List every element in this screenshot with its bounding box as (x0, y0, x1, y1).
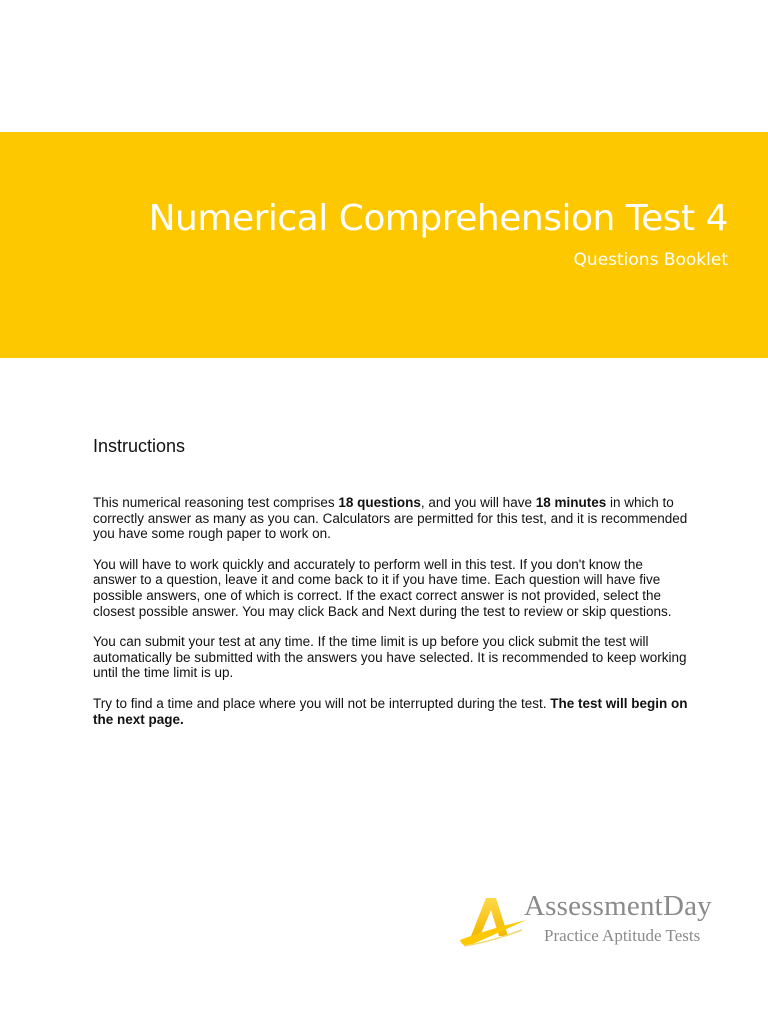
document-subtitle: Questions Booklet (573, 250, 728, 270)
paragraph-1-text-c: in which to correctly answer as many as you can. Calculators are permitted for this test, and it is recommended you have some rough paper to work on. (93, 495, 688, 542)
paragraph-4-text-a: Try to find a time and place where you will not be interrupted during the test. (93, 695, 551, 711)
paragraph-1-text-b: , and you will have (420, 495, 536, 510)
assessmentday-logo (456, 890, 746, 960)
instructions-paragraph-4 (93, 696, 688, 727)
document-title: Numerical Comprehension Test 4 (148, 198, 728, 239)
instructions-paragraph-1 (93, 495, 688, 542)
test-begins-notice: The test will begin on the next page. (93, 695, 688, 727)
instructions-paragraph-2: You will have to work quickly and accurately to perform well in this test. If you don't know the answer to a question, leave it and come back to it if you have time. Each question will have five possible answers, one of which is correct. If the exact correct answer is not provided, select the closest possible answer. You may click Back and Next during the test to review or skip questions. (93, 556, 672, 619)
instructions-heading: Instructions (93, 436, 186, 456)
instructions-section (93, 436, 688, 742)
title-banner (0, 132, 768, 358)
brand-tagline: Practice Aptitude Tests (544, 926, 701, 945)
assessmentday-a-logo-icon (456, 890, 528, 952)
instructions-paragraph-3: You can submit your test at any time. If the time limit is up before you click submit the test will automatically be submitted with the answers you have selected. It is recommended to keep working until the time limit is up. (93, 634, 687, 681)
paragraph-1-text-a: This numerical reasoning test comprises (93, 495, 339, 510)
time-limit: 18 minutes (535, 495, 607, 510)
brand-name: AssessmentDay (524, 890, 712, 922)
question-count: 18 questions (338, 495, 421, 510)
